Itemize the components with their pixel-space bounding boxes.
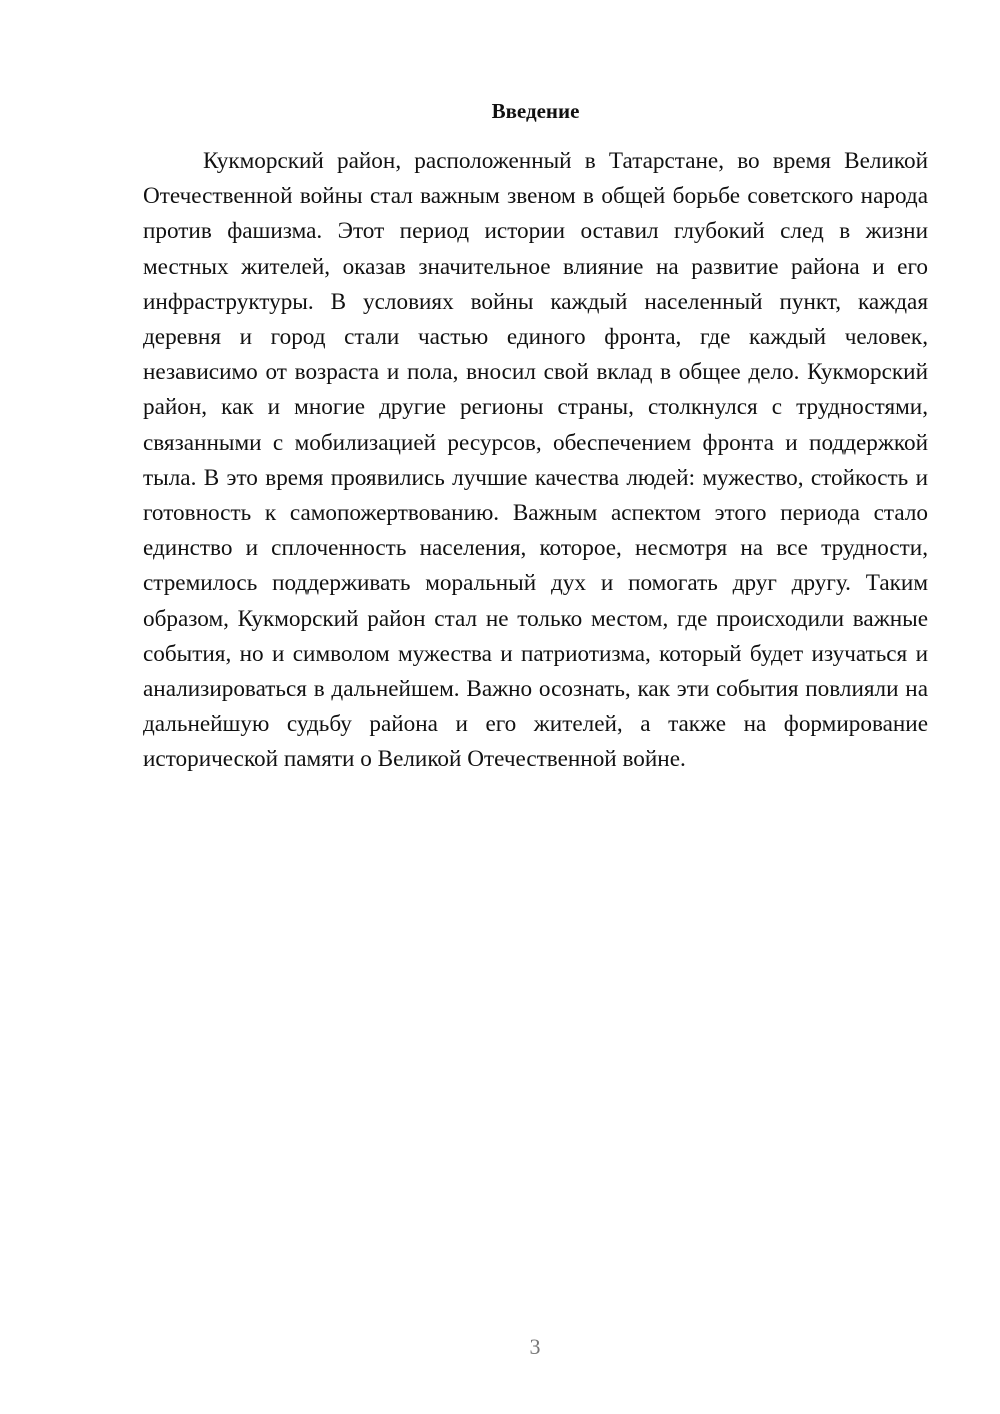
section-heading: Введение bbox=[491, 99, 580, 123]
page-number: 3 bbox=[529, 1334, 541, 1359]
body-paragraph: Кукморский район, расположенный в Татарстане, во время Великой Отечественной войны стал важным звеном в общей борьбе советского народа против фашизма. Этот период истории оставил глубокий след в жизни местных жителей, оказав значительное влияние на развитие района и его инфраструктуры. В условиях войны каждый населенный пункт, каждая деревня и город стали частью единого фронта, где каждый человек, независимо от возраста и пола, вносил свой вклад в общее дело. Кукморский район, как и многие другие регионы страны, столкнулся с трудностями, связанными с мобилизацией ресурсов, обеспечением фронта и поддержкой тыла. В это время проявились лучшие качества людей: мужество, стойкость и готовность к самопожертвованию. Важным аспектом этого периода стало единство и сплоченность населения, которое, несмотря на все трудности, стремилось поддерживать моральный дух и помогать друг другу. Таким образом, Кукморский район стал не только местом, где происходили важные события, но и символом мужества и патриотизма, который будет изучаться и анализироваться в дальнейшем. Важно осознать, как эти события повлияли на дальнейшую судьбу района и его жителей, а также на формирование исторической памяти о Великой Отечественной войне. bbox=[143, 148, 928, 773]
